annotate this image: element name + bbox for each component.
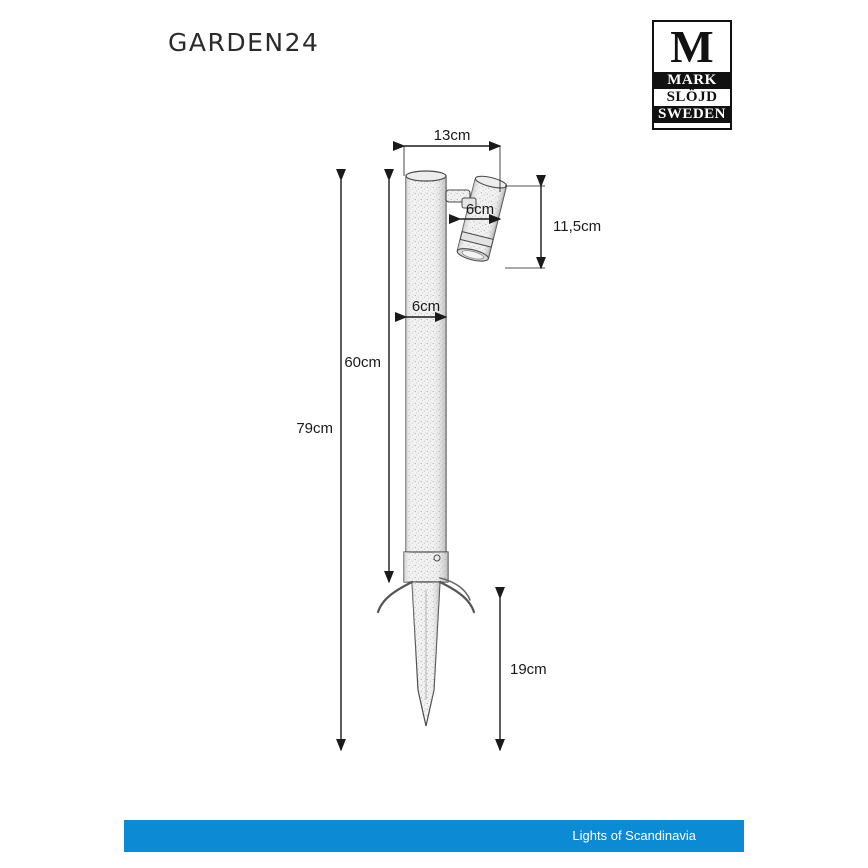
dimension-lamp-head-height (505, 186, 601, 268)
dimension-label-post-diameter: 6cm (411, 298, 441, 315)
brand-logo-line-3: SWEDEN (654, 106, 730, 123)
dimension-lamp-head-diameter (460, 201, 500, 219)
brand-logo-monogram: M (670, 21, 714, 72)
brand-logo-line-2: SLÖJD (654, 89, 730, 106)
dimension-post-diameter (406, 298, 446, 317)
dimension-label-post-height: 60cm (344, 354, 381, 371)
product-illustration (378, 171, 508, 726)
dimension-post-height (344, 180, 389, 582)
footer-bar (124, 820, 744, 852)
dimension-label-width-total: 13cm (433, 127, 471, 144)
dimension-label-lamp-head-height: 11,5cm (553, 218, 602, 235)
page-title: GARDEN24 (168, 28, 320, 57)
footer-tagline: Lights of Scandinavia (572, 828, 696, 843)
dimension-label-lamp-head-diameter: 6cm (465, 201, 495, 218)
dimension-label-spike-length: 19cm (510, 661, 547, 678)
dimension-spike-length (500, 598, 547, 750)
brand-logo-line-1: MARK (654, 72, 730, 89)
dimension-label-total-height: 79cm (296, 420, 333, 437)
dimension-total-height (296, 180, 341, 750)
